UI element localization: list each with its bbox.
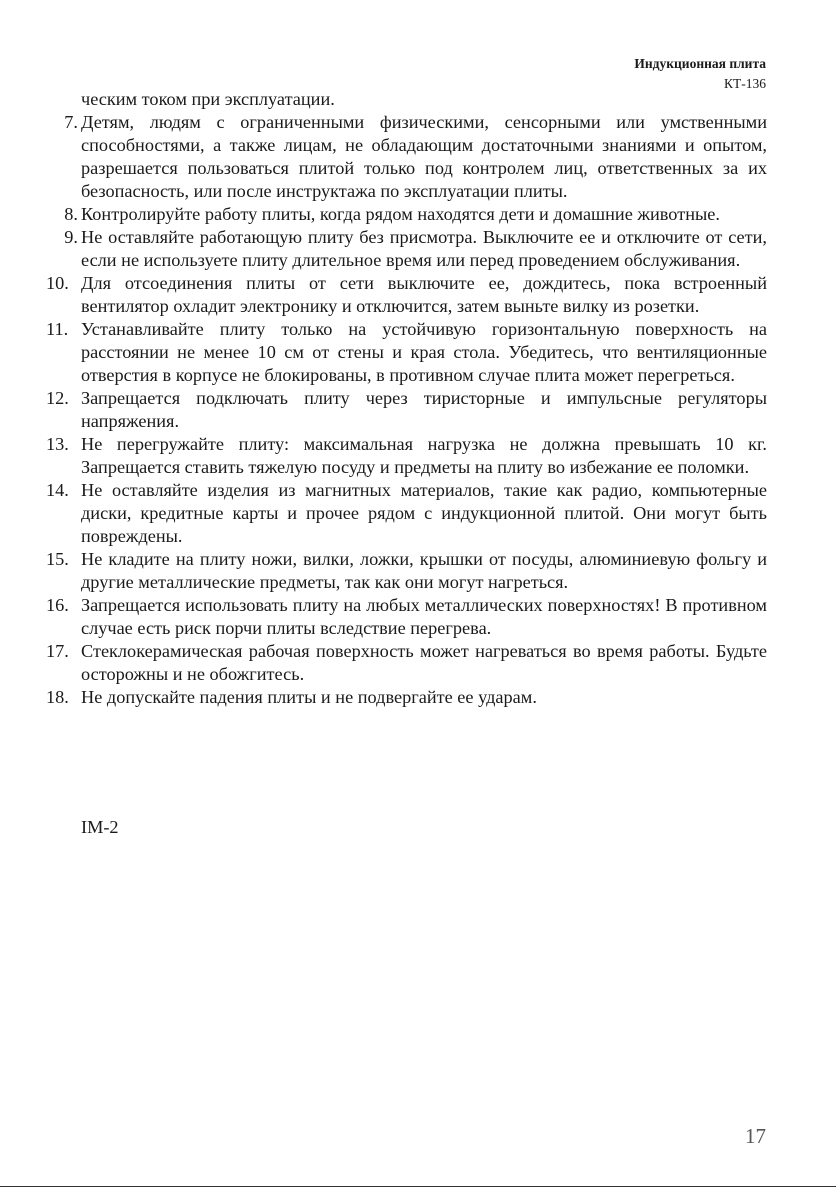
list-item: [46, 318, 767, 387]
item-text: Для отсоединения плиты от сети выключите ее, дождитесь, пока встроенный вентилятор охладит электронику и отключится, затем выньте вилку из розетки.: [81, 273, 767, 316]
list-item: [46, 640, 767, 686]
list-item: [46, 272, 767, 318]
list-item: [50, 226, 767, 272]
item-number: 8.: [64, 204, 78, 224]
item-text: Детям, людям с ограниченными физическими, сенсорными или умственными способностями, а также лицам, не обладающим достаточными знаниями и опытом, разрешается пользоваться плитой только под контролем лиц, ответственных за их безопасность, или после инструктажа по эксплуатации плиты.: [81, 112, 767, 201]
model-number: КТ-136: [724, 76, 766, 91]
list-item: [46, 686, 767, 709]
item-number: 9.: [64, 227, 78, 247]
item-text: Не оставляйте работающую плиту без присмотра. Выключите ее и отключите от сети, если не используете плиту длительное время или перед проведением обслуживания.: [81, 227, 767, 270]
list-item: [46, 594, 767, 640]
item-number: 18.: [46, 687, 69, 707]
list-item: [46, 548, 767, 594]
item-number: 15.: [46, 549, 69, 569]
bottom-rule: [0, 1186, 836, 1187]
list-item: [50, 111, 767, 203]
item-number: 14.: [46, 480, 69, 500]
list-item: [46, 387, 767, 433]
item-text: Стеклокерамическая рабочая поверхность может нагреваться во время работы. Будьте осторожны и не обожгитесь.: [81, 641, 767, 684]
item-text: Не оставляйте изделия из магнитных материалов, такие как радио, компьютерные диски, кредитные карты и прочее рядом с индукционной плитой. Они могут быть повреждены.: [81, 480, 767, 546]
item-text: Не допускайте падения плиты и не подвергайте ее ударам.: [81, 687, 537, 707]
item-number: 17.: [46, 641, 69, 661]
list-item: [46, 433, 767, 479]
item-text: Не перегружайте плиту: максимальная нагрузка не должна превышать 10 кг. Запрещается ставить тяжелую посуду и предметы на плиту во избежание ее поломки.: [81, 434, 767, 477]
product-title: Индукционная плита: [634, 56, 766, 71]
item-number: 7.: [64, 112, 78, 132]
list-item: [50, 203, 767, 226]
item-number: 11.: [46, 319, 69, 339]
item-number: 12.: [46, 388, 69, 408]
item-text: Запрещается подключать плиту через тиристорные и импульсные регуляторы напряжения.: [81, 388, 767, 431]
item-text: Контролируйте работу плиты, когда рядом находятся дети и домашние животные.: [81, 204, 720, 224]
item-number: 13.: [46, 434, 69, 454]
item-number: 10.: [46, 273, 69, 293]
item-number: 16.: [46, 595, 69, 615]
safety-instructions: [46, 88, 767, 709]
item-text: Не кладите на плиту ножи, вилки, ложки, крышки от посуды, алюминиевую фольгу и другие металлические предметы, так как они могут нагреться.: [81, 549, 767, 592]
item-text: Запрещается использовать плиту на любых металлических поверхностях! В противном случае есть риск порчи плиты вследствие перегрева.: [81, 595, 767, 638]
document-code: IM-2: [81, 817, 119, 837]
page-number: 17: [745, 1124, 766, 1148]
item-text: Устанавливайте плиту только на устойчивую горизонтальную поверхность на расстоянии не менее 10 см от стены и края стола. Убедитесь, что вентиляционные отверстия в корпусе не блокированы, в противном случае плита может перегреться.: [81, 319, 767, 385]
list-item: [46, 479, 767, 548]
continuation-text: ческим током при эксплуатации.: [81, 89, 335, 109]
